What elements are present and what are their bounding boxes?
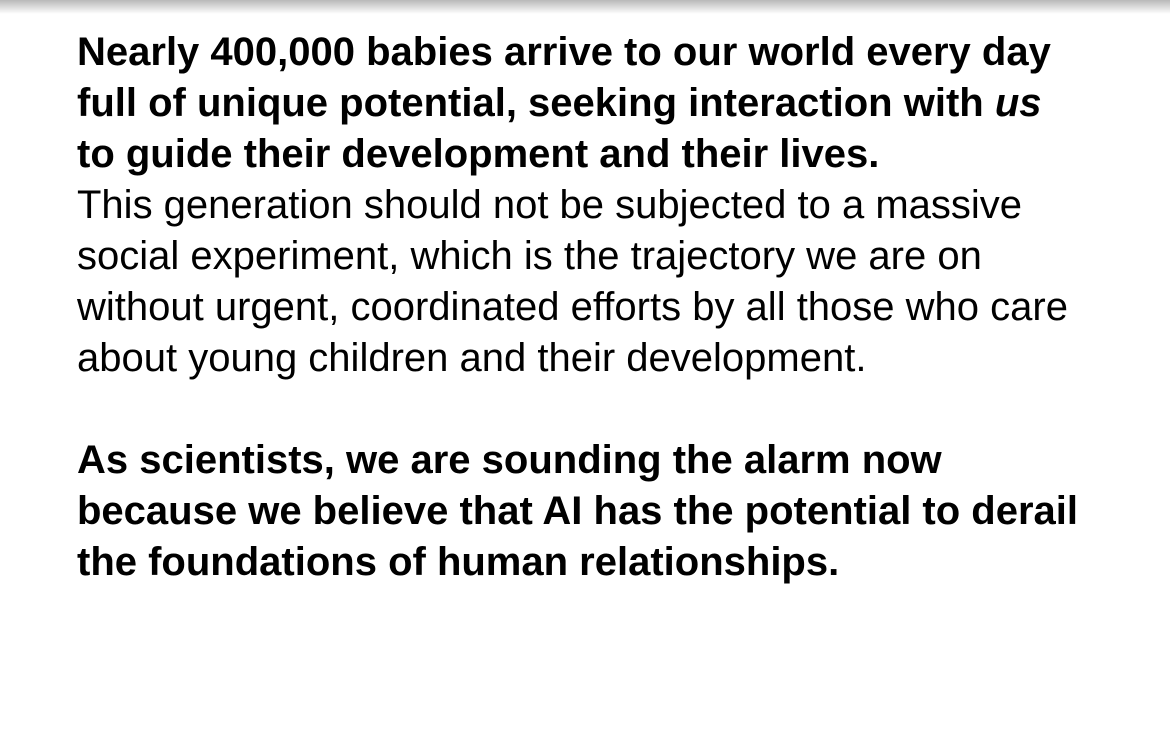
intro-emphasis: us [994,81,1042,125]
alarm-paragraph: As scientists, we are sounding the alarm now because we believe that AI has the potential to derail the foundations of human relationships. [77,438,1079,584]
body-paragraph: This generation should not be subjected to a massive social experiment, which is the trajectory we are on without urgent, coordinated efforts by all those who care about young children and their development. [77,183,1068,380]
intro-text-part2: to guide their development and their lives. [77,132,880,176]
intro-paragraph [77,27,1087,180]
document-body [77,27,1087,588]
intro-text-part1: Nearly 400,000 babies arrive to our world every day full of unique potential, seeking interaction with [77,30,1051,125]
top-shadow [0,0,1170,14]
paragraph-spacer [77,384,1087,435]
